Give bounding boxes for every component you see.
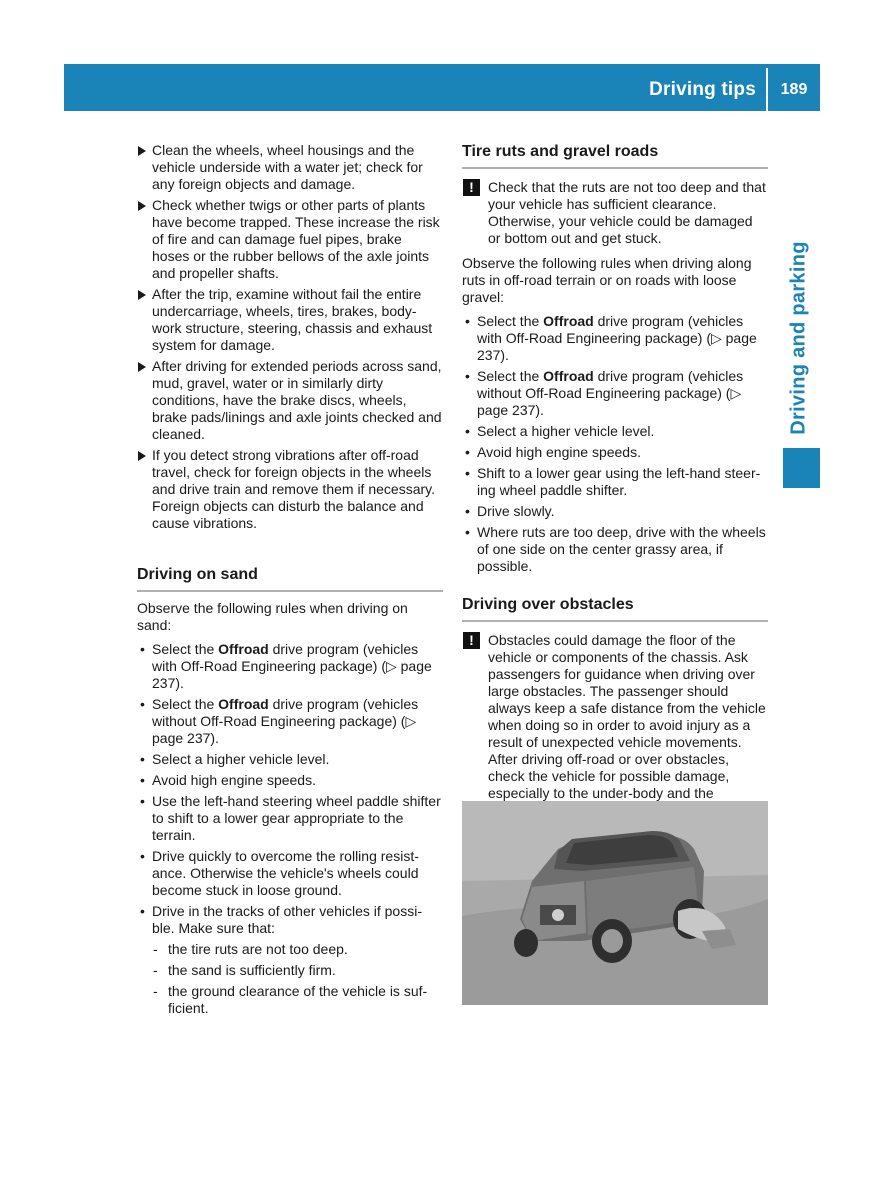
list-item: • Select the Offroad drive program (vehicles with Off-Road Engineering package) (▷ page 237).: [137, 641, 443, 692]
right-column: [462, 142, 768, 827]
ruts-rules-list: [462, 313, 768, 575]
step-item: After driving for extended periods across sand, mud, gravel, water or in similarly dirty conditions, have the brake discs, wheels, brake pads/linings and axle joints checked and cleaned.: [137, 358, 443, 443]
car-drawing: [462, 801, 768, 1005]
step-item: After the trip, examine without fail the entire undercarriage, wheels, tires, brakes, body-work structure, steering, chassis and exhaust system for damage.: [137, 286, 443, 354]
list-item: • Select the Offroad drive program (vehicles without Off-Road Engineering package) (▷ page 237).: [137, 696, 443, 747]
sub-list-item: - the tire ruts are not too deep.: [152, 941, 443, 958]
list-item: • Select a higher vehicle level.: [462, 423, 768, 440]
list-item: • Select the Offroad drive program (vehicles with Off-Road Engineering package) (▷ page 237).: [462, 313, 768, 364]
list-item: • Select the Offroad drive program (vehicles without Off-Road Engineering package) (▷ page 237).: [462, 368, 768, 419]
warning-text: Check that the ruts are not too deep and that your vehicle has sufficient clearance. Otherwise, your vehicle could be damaged or bottom out and get stuck.: [488, 179, 766, 246]
list-item: • Select a higher vehicle level.: [137, 751, 443, 768]
ruts-intro: Observe the following rules when driving along ruts in off-road terrain or on roads with loose gravel:: [462, 255, 752, 305]
step-item: Clean the wheels, wheel housings and the vehicle underside with a water jet; check for any foreign objects and damage.: [137, 142, 443, 193]
warning-notice: [462, 179, 768, 247]
side-tab-label: [779, 238, 819, 438]
step-item: If you detect strong vibrations after off-road travel, check for foreign objects in the wheels and drive train and remove them if necessary. Foreign objects can disturb the balance and cause vibrations.: [137, 447, 443, 532]
list-item: • Drive slowly.: [462, 503, 768, 520]
section-heading-sand: Driving on sand: [137, 565, 443, 592]
drive-program-name: Offroad: [543, 368, 594, 384]
sand-intro: Observe the following rules when driving on sand:: [137, 600, 408, 633]
side-tab-text: Driving and parking: [787, 241, 810, 435]
page-number: 189: [780, 81, 808, 98]
warning-text: Obstacles could damage the floor of the vehicle or components of the chassis. Ask passengers for guidance when driving over large obstacles. The passenger should always keep a safe distance from the vehicle when doing so in order to avoid injury as a result of unexpected vehicle movements. After driving off-road or over obstacles, check the vehicle for possible damage, especially to the under-body and the: [488, 632, 766, 801]
sub-list-item: - the ground clearance of the vehicle is suf-ficient.: [152, 983, 443, 1017]
page-header: [64, 64, 820, 111]
sand-rules-list: [137, 641, 443, 1017]
section-heading-ruts: Tire ruts and gravel roads: [462, 142, 768, 169]
list-item: • Shift to a lower gear using the left-hand steer-ing wheel paddle shifter.: [462, 465, 768, 499]
drive-program-name: Offroad: [218, 641, 269, 657]
step-item: Check whether twigs or other parts of plants have become trapped. These increase the risk of fire and can damage fuel pipes, brake hoses or the rubber bellows of the axle joints and propeller shafts.: [137, 197, 443, 282]
list-item: • Drive in the tracks of other vehicles if possi-ble. Make sure that: - the tire ruts are not too deep. - the sand is sufficiently firm. - the ground clearance of the vehicle is suf-ficient.: [137, 903, 443, 1017]
sub-list-item: - the sand is sufficiently firm.: [152, 962, 443, 979]
chapter-title: Driving tips: [649, 79, 756, 100]
offroad-suv-illustration: [462, 801, 768, 1005]
drive-program-name: Offroad: [218, 696, 269, 712]
warning-icon: !: [463, 179, 480, 196]
sub-list: [152, 941, 443, 1017]
list-item: • Avoid high engine speeds.: [462, 444, 768, 461]
side-tab-marker: [783, 448, 820, 488]
section-heading-obstacles: Driving over obstacles: [462, 595, 768, 622]
list-item: • Avoid high engine speeds.: [137, 772, 443, 789]
warning-notice: [462, 632, 768, 819]
list-item: • Where ruts are too deep, drive with the wheels of one side on the center grassy area, if possible.: [462, 524, 768, 575]
warning-icon: !: [463, 632, 480, 649]
drive-program-name: Offroad: [543, 313, 594, 329]
post-trip-steps: [137, 142, 443, 532]
list-item: • Drive quickly to overcome the rolling resist-ance. Otherwise the vehicle's wheels could become stuck in loose ground.: [137, 848, 443, 899]
left-column: [137, 142, 443, 1021]
list-item: • Use the left-hand steering wheel paddle shifter to shift to a lower gear appropriate to the terrain.: [137, 793, 443, 844]
